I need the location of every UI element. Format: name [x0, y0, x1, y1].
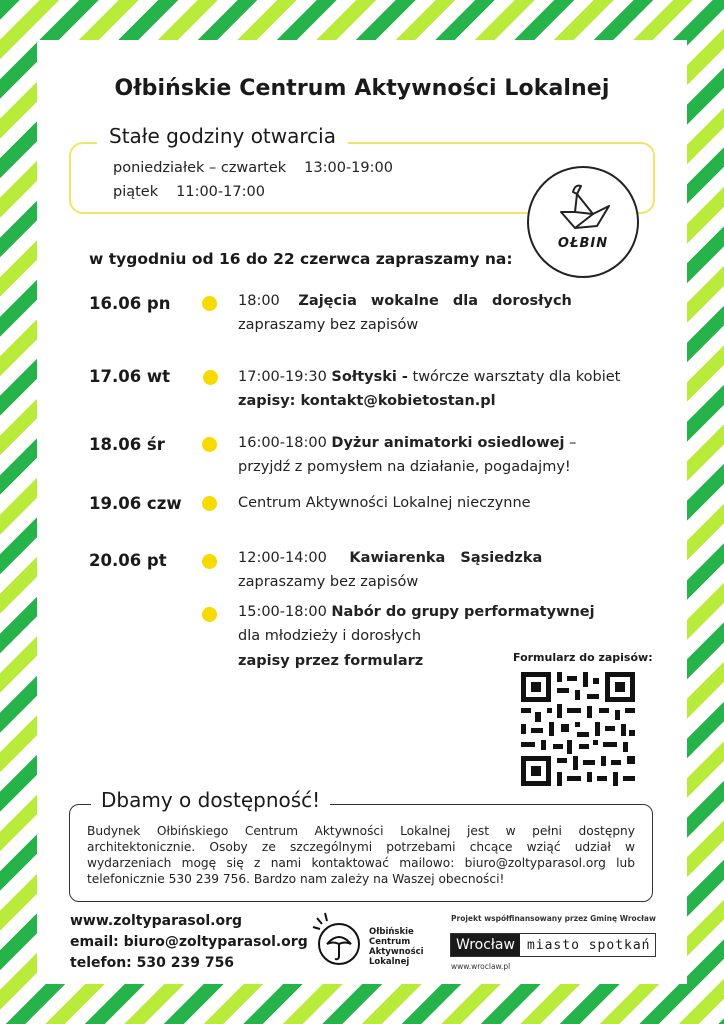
hours-time: 11:00-17:00 — [176, 184, 265, 200]
ca-logo-line: Lokalnej — [369, 957, 410, 967]
event-signup — [238, 653, 423, 669]
ca-logo-line: Ołbińskie — [369, 927, 414, 937]
ca-logo-line: Centrum — [369, 937, 411, 947]
event-detail: dla młodzieży i dorosłych — [238, 628, 422, 644]
event-dot — [202, 607, 217, 622]
day-date: 16.06 pn — [89, 294, 171, 313]
opening-hours-heading: Stałe godziny otwarcia — [97, 124, 348, 148]
form-label: Formularz do zapisów: — [513, 651, 653, 664]
event-line — [238, 435, 576, 451]
page-title: Ołbińskie Centrum Aktywności Lokalnej — [114, 76, 610, 101]
event-line — [238, 369, 620, 385]
event-title: Dyżur animatorki osiedlowej — [331, 435, 565, 451]
umbrella-icon — [309, 910, 365, 968]
event-detail: zapraszamy bez zapisów — [238, 574, 419, 590]
event-dot — [203, 370, 218, 385]
event-line — [238, 550, 542, 566]
hours-days: piątek — [113, 184, 159, 200]
event-detail: przyjdź z pomysłem na działanie, pogadajmy! — [238, 459, 571, 475]
signup-form-note: zapisy przez formularz — [238, 653, 424, 669]
accessibility-heading: Dbamy o dostępność! — [91, 788, 330, 812]
signup-email: zapisy: kontakt@kobietostan.pl — [238, 393, 496, 409]
contact-phone: telefon: 530 239 756 — [70, 955, 235, 971]
event-dot — [202, 296, 217, 311]
qr-code[interactable] — [521, 672, 635, 786]
hours-time: 13:00-19:00 — [304, 160, 393, 176]
day-date: 17.06 wt — [89, 367, 171, 386]
ca-logo-line: Aktywności — [369, 947, 424, 957]
day-date: 18.06 śr — [89, 435, 165, 454]
event-time: 17:00-19:30 — [238, 369, 327, 385]
event-detail: zapraszamy bez zapisów — [238, 317, 419, 333]
event-dot — [202, 437, 217, 452]
hours-line — [113, 184, 265, 200]
wroclaw-url[interactable]: www.wroclaw.pl — [451, 962, 511, 971]
event-dot — [202, 554, 217, 569]
hours-line — [113, 160, 393, 176]
wroclaw-slogan: miasto spotkań — [526, 937, 651, 953]
event-title: Nabór do grupy performatywnej — [331, 604, 595, 620]
event-line — [238, 293, 572, 309]
day-date: 20.06 pt — [89, 551, 167, 570]
contact-website[interactable]: www.zoltyparasol.org — [70, 913, 243, 929]
accessibility-text: Budynek Ołbińskiego Centrum Aktywności Lokalnej jest w pełni dostępny architektonicznie. Osoby ze szczególnymi potrzebami chcące wziąć udział w wydarzeniach mogę się z nami kontaktować mailowo: biuro@zoltyparasol.org lub telefonicznie 530 239 756. Bardzo nam zależy na Waszej obecności! — [87, 824, 635, 886]
event-title: Sołtyski - — [331, 369, 408, 385]
event-title: Zajęcia wokalne dla dorosłych — [298, 293, 572, 309]
event-description: twórcze warsztaty dla kobiet — [407, 369, 621, 385]
event-time: 18:00 — [238, 293, 280, 309]
event-description: – — [564, 435, 577, 451]
wroclaw-logo — [450, 933, 656, 957]
event-dot — [202, 496, 217, 511]
event-description: Centrum Aktywności Lokalnej nieczynne — [238, 495, 531, 511]
olbin-logo-text: OŁBIN — [557, 236, 609, 251]
hours-days: poniedziałek – czwartek — [113, 160, 287, 176]
event-line — [238, 604, 595, 620]
cofinance-note: Projekt współfinansowany przez Gminę Wrocław — [451, 914, 656, 923]
olbin-logo — [527, 166, 639, 278]
day-date: 19.06 czw — [89, 494, 182, 513]
poster-sheet — [37, 40, 687, 984]
event-title: Kawiarenka Sąsiedzka — [349, 550, 543, 566]
wroclaw-wordmark: Wrocław — [451, 934, 520, 956]
origami-swan-icon — [553, 182, 613, 234]
event-time: 16:00-18:00 — [238, 435, 327, 451]
event-signup — [238, 393, 496, 409]
event-time: 15:00-18:00 — [238, 604, 327, 620]
week-heading: w tygodniu od 16 do 22 czerwca zapraszamy na: — [89, 250, 513, 268]
event-time: 12:00-14:00 — [238, 550, 327, 566]
contact-email[interactable]: email: biuro@zoltyparasol.org — [70, 934, 308, 950]
ca-logo-text — [369, 927, 424, 967]
